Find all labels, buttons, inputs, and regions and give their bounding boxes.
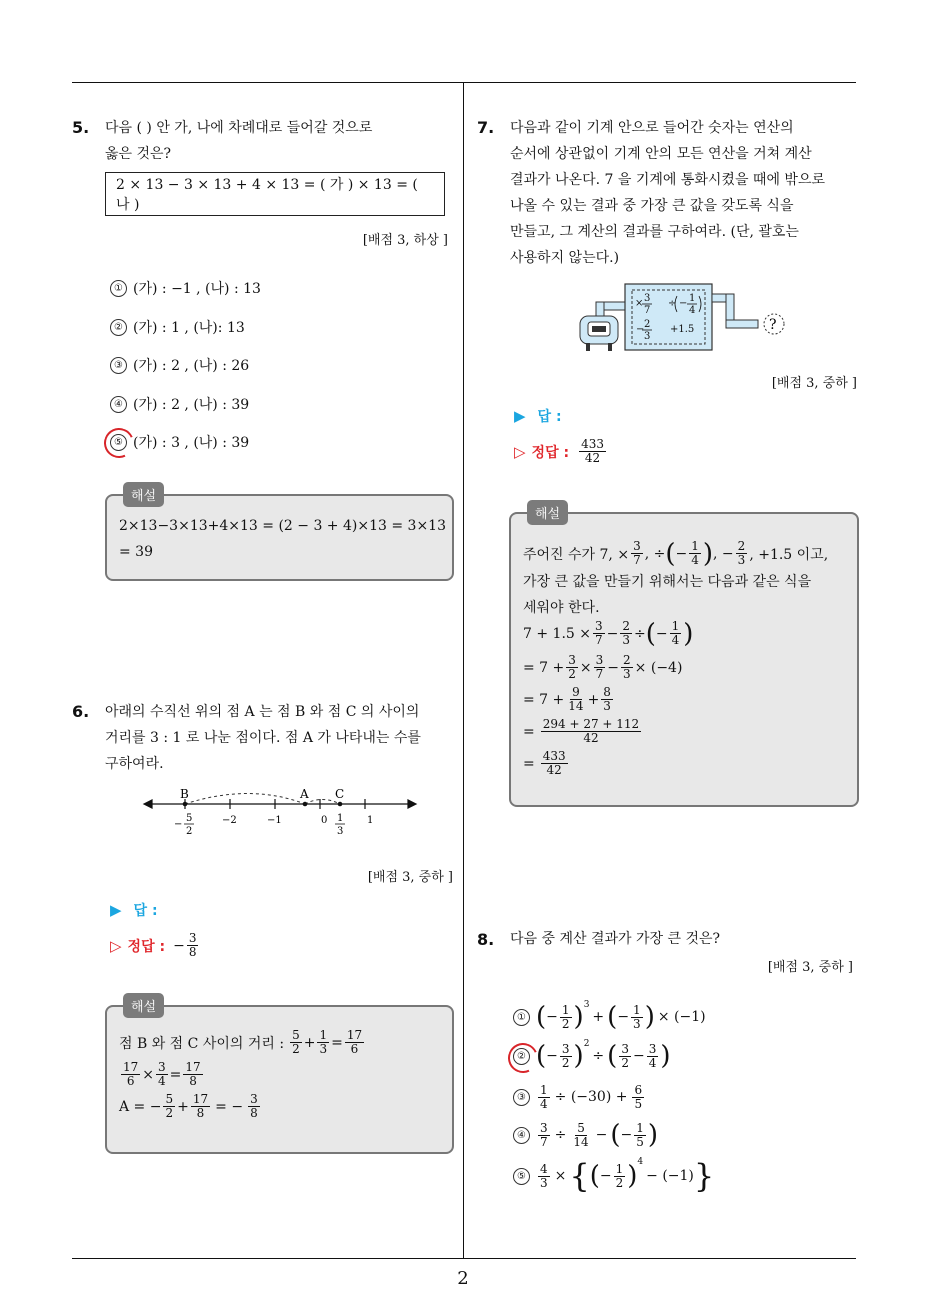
n: 8 <box>603 685 611 699</box>
frac-17-6-b <box>121 1061 140 1088</box>
times: × <box>554 1168 567 1184</box>
n: 1 <box>561 1002 570 1017</box>
m-op-div: ÷ <box>668 298 677 309</box>
point-b-dot <box>183 802 188 807</box>
frac-17-6 <box>345 1029 364 1056</box>
f37 <box>593 620 605 647</box>
n: 294 + 27 + 112 <box>542 717 640 731</box>
n: 1 <box>540 1082 548 1097</box>
machine-box <box>625 284 712 350</box>
q7-correct-row <box>514 438 608 465</box>
exp3: 3 <box>583 1000 590 1010</box>
frac-5-2-b <box>163 1093 175 1120</box>
q7-expl-line1 <box>523 540 828 567</box>
f15 <box>634 1122 646 1149</box>
q7-step5 <box>523 750 570 777</box>
po: ( <box>610 1120 621 1150</box>
toaster-icon <box>580 316 618 351</box>
m2: − <box>617 1009 630 1025</box>
d: 4 <box>540 1096 548 1111</box>
q5-option-5-text: (가) : 3 , (나) : 39 <box>133 435 250 451</box>
n: 3 <box>561 1041 570 1056</box>
d: 42 <box>546 763 562 777</box>
q6-meta: [배점 3, 중하 ] <box>367 870 453 885</box>
f514 <box>571 1122 590 1149</box>
n: 5 <box>165 1092 174 1106</box>
f12b <box>614 1163 626 1190</box>
po: ( <box>589 1161 600 1191</box>
frac-17-8-b <box>191 1093 210 1120</box>
q7-number: 7. <box>477 118 495 137</box>
f43 <box>538 1163 550 1190</box>
q8-option-5-mark: ⑤ <box>513 1168 530 1185</box>
n: 9 <box>572 685 580 699</box>
n: 3 <box>594 619 603 633</box>
s-a: 7 + 1.5 × <box>523 625 591 642</box>
n: 17 <box>346 1028 363 1042</box>
f914 <box>566 686 585 713</box>
q7-explanation-box <box>509 507 859 807</box>
brace-open: { <box>569 1157 590 1195</box>
q7-correct-d: 42 <box>584 451 601 465</box>
q6-text-line2: 거리를 3 : 1 로 나눈 점이다. 점 A 가 나타내는 수를 <box>105 730 421 746</box>
q6-text-line1: 아래의 수직선 위의 점 A 는 점 B 와 점 C 의 사이의 <box>105 704 420 720</box>
q8-option-1-mark: ① <box>513 1009 530 1026</box>
q7-answer-arrow-icon: ▶ <box>514 407 526 425</box>
n: 3 <box>568 653 576 667</box>
f12 <box>560 1004 572 1031</box>
f32b <box>619 1043 631 1070</box>
q7-correct-label: 정답 : <box>531 444 570 461</box>
point-c-dot <box>338 802 343 807</box>
minus: − <box>675 545 688 562</box>
plus: + <box>587 691 600 708</box>
tick-third-d: 3 <box>337 826 344 837</box>
d: 2 <box>165 1106 174 1120</box>
q8-option-1[interactable] <box>513 1000 706 1034</box>
po: ( <box>645 618 656 649</box>
times: × <box>142 1066 155 1083</box>
q5-text-line2: 옳은 것은? <box>105 146 172 162</box>
d: 8 <box>189 1074 197 1088</box>
d: 7 <box>595 667 604 681</box>
d: 2 <box>615 1175 624 1190</box>
q8-option-4-mark: ④ <box>513 1127 530 1144</box>
div: ÷ <box>634 625 646 642</box>
frac-3-8 <box>248 1093 260 1120</box>
label-a: A <box>300 787 309 801</box>
pc2: ) <box>644 1002 655 1032</box>
pc2: ) <box>660 1041 671 1071</box>
frac-17-8 <box>183 1061 202 1088</box>
frac-1-3 <box>317 1029 329 1056</box>
d: 14 <box>568 699 584 713</box>
q5-option-2[interactable] <box>110 314 245 340</box>
q5-expl-line1: 2×13−3×13+4×13 = (2 − 3 + 4)×13 = 3×13 <box>119 518 446 534</box>
eq: = <box>169 1066 182 1083</box>
plus: + <box>303 1034 316 1051</box>
m2: − <box>632 1048 645 1064</box>
d: 6 <box>126 1074 135 1088</box>
output-pipe <box>712 294 758 328</box>
pc: ) <box>647 1120 659 1150</box>
q6-expl-line3 <box>119 1093 262 1120</box>
po2: ( <box>607 1041 618 1071</box>
column-divider <box>463 83 464 1258</box>
q6-text-line3: 구하여라. <box>105 756 164 772</box>
q5-option-5-mark: ⑤ <box>110 434 127 451</box>
d: 3 <box>737 553 746 567</box>
tick-minus2: −2 <box>222 815 237 826</box>
d: 2 <box>621 1055 629 1070</box>
m-n1: 1 <box>689 293 696 304</box>
q8-option-3-mark: ③ <box>513 1089 530 1106</box>
q7-text-line4: 나올 수 있는 결과 중 가장 큰 값을 갖도록 식을 <box>510 198 794 214</box>
m: − <box>595 1127 608 1143</box>
q6-correct-sign: − <box>173 937 185 954</box>
pc: ) <box>627 1161 638 1191</box>
n: 5 <box>292 1028 300 1042</box>
tick-frac-d: 2 <box>186 826 193 837</box>
d: 3 <box>622 633 630 647</box>
d: 6 <box>350 1042 359 1056</box>
n: 17 <box>185 1060 201 1074</box>
tick-frac-n: 5 <box>186 813 193 824</box>
q7-machine-diagram <box>578 280 793 356</box>
pc: ) <box>573 1002 584 1032</box>
paren-close: ) <box>702 538 714 569</box>
d: 3 <box>603 699 611 713</box>
q7-step2 <box>523 654 682 681</box>
q5-option-4-mark: ④ <box>110 396 127 413</box>
d: 7 <box>540 1134 548 1149</box>
m-neg1: − <box>679 298 688 309</box>
m-d3: 3 <box>644 331 651 342</box>
exp4: 4 <box>637 1157 644 1167</box>
q6-number-line <box>140 785 425 845</box>
q7-text-line5: 만들고, 그 계산의 결과를 구하여라. (단, 괄호는 <box>510 224 799 240</box>
f65 <box>632 1084 644 1111</box>
pc: ) <box>573 1041 584 1071</box>
m: − <box>606 625 619 642</box>
d: 7 <box>633 553 641 567</box>
q5-option-3[interactable] <box>110 352 249 378</box>
m2: − <box>655 625 668 642</box>
l1a: 주어진 수가 7, × <box>523 546 630 563</box>
div: ÷ <box>554 1127 567 1143</box>
neg: = − <box>215 1098 244 1115</box>
eq7: = 7 + <box>523 659 565 676</box>
eq2: = <box>523 755 535 772</box>
d: 3 <box>623 667 631 681</box>
minus1: − (−1) <box>646 1168 694 1184</box>
label-c: C <box>335 787 345 801</box>
times: × <box>579 659 592 676</box>
paren-open: ( <box>665 538 676 569</box>
q7-text-line6: 사용하지 않는다.) <box>510 250 620 266</box>
fsum <box>541 718 641 745</box>
d: 2 <box>561 1016 570 1031</box>
m: − <box>546 1009 558 1025</box>
q5-option-1-mark: ① <box>110 280 127 297</box>
q6-answer-label: 답 : <box>133 903 158 919</box>
q5-option-3-mark: ③ <box>110 357 127 374</box>
f83 <box>601 686 613 713</box>
d: 5 <box>634 1096 643 1111</box>
n: 433 <box>542 749 566 763</box>
plus: + <box>592 1009 605 1025</box>
q7-text-line2: 순서에 상관없이 기계 안의 모든 연산을 거쳐 계산 <box>510 146 812 162</box>
n: 2 <box>622 619 630 633</box>
exp2: 2 <box>583 1039 590 1049</box>
q8-option-2-mark: ② <box>513 1048 530 1065</box>
d: 8 <box>196 1106 205 1120</box>
q7-step1 <box>523 620 693 647</box>
q8-number: 8. <box>477 930 495 949</box>
q6-expl-line2 <box>119 1061 205 1088</box>
q6-expl-l1-text: 점 B 와 점 C 사이의 거리 : <box>119 1035 285 1052</box>
q5-expl-line2: = 39 <box>119 544 153 560</box>
d: 7 <box>594 633 603 647</box>
m30: ÷ (−30) + <box>554 1089 628 1105</box>
q5-text-line1: 다음 ( ) 안 가, 나에 차례대로 들어갈 것으로 <box>105 120 373 136</box>
d: 3 <box>319 1042 328 1056</box>
m: − <box>546 1048 558 1064</box>
q7-expl-line2: 가장 큰 값을 만들기 위해서는 다음과 같은 식을 <box>523 574 812 590</box>
l1d: , +1.5 이고, <box>749 546 829 563</box>
d: 42 <box>583 731 599 745</box>
output-question-mark: ? <box>769 317 777 333</box>
q5-option-4-text: (가) : 2 , (나) : 39 <box>133 397 250 413</box>
q6-correct-arrow-icon: ▷ <box>110 936 122 955</box>
q5-option-2-text: (가) : 1 , (나): 13 <box>133 320 245 336</box>
f14 <box>670 620 682 647</box>
n: 1 <box>319 1028 328 1042</box>
q7-step4 <box>523 718 643 745</box>
m-n2: 2 <box>644 319 651 330</box>
n: 1 <box>615 1161 624 1176</box>
m-op-plus: +1.5 <box>670 324 695 335</box>
f13 <box>631 1004 643 1031</box>
d: 4 <box>158 1074 166 1088</box>
l1c: , − <box>713 545 734 562</box>
page-number: 2 <box>457 1268 469 1289</box>
point-a-dot <box>303 802 308 807</box>
q8-text: 다음 중 계산 결과가 가장 큰 것은? <box>510 931 721 947</box>
d: 2 <box>561 1055 570 1070</box>
q7-step3 <box>523 686 615 713</box>
q6-correct-row <box>110 932 200 959</box>
q5-option-1-text: (가) : −1 , (나) : 13 <box>133 281 261 297</box>
frac-3-4 <box>156 1061 168 1088</box>
n: 17 <box>192 1092 209 1106</box>
q6-correct-n: 3 <box>188 931 197 945</box>
tick-one: 1 <box>367 815 374 826</box>
div: ÷ <box>592 1048 605 1064</box>
m-d7: 7 <box>644 305 651 316</box>
q5-meta: [배점 3, 하상 ] <box>362 233 448 248</box>
q6-answer-arrow-icon: ▶ <box>110 901 122 919</box>
frac-1-4 <box>689 540 701 567</box>
fres <box>541 750 568 777</box>
pc: ) <box>683 618 694 649</box>
n: 1 <box>633 1002 641 1017</box>
n: 3 <box>540 1120 548 1135</box>
n: 2 <box>737 539 746 553</box>
n: 17 <box>123 1060 139 1074</box>
f23 <box>620 620 632 647</box>
d: 2 <box>568 667 576 681</box>
f37 <box>538 1122 550 1149</box>
m-n3: 3 <box>644 293 651 304</box>
n: 3 <box>250 1092 258 1106</box>
f34 <box>647 1043 659 1070</box>
d: 8 <box>250 1106 258 1120</box>
m4: × (−4) <box>634 659 683 676</box>
q7-correct-n: 433 <box>581 437 604 451</box>
frac-2-3 <box>736 540 748 567</box>
eq: = <box>331 1034 343 1051</box>
f37b <box>594 654 606 681</box>
q5-option-4[interactable] <box>110 391 249 417</box>
n: 2 <box>623 653 631 667</box>
q7-correct-arrow-icon: ▷ <box>514 442 526 461</box>
f23b <box>621 654 633 681</box>
q7-answer-label: 답 : <box>537 409 562 425</box>
n: 3 <box>621 1041 629 1056</box>
q7-explanation-tab: 해설 <box>527 500 568 525</box>
top-rule <box>72 82 856 83</box>
po2: ( <box>607 1002 618 1032</box>
n: 1 <box>636 1120 644 1135</box>
q8-option-3[interactable] <box>513 1080 646 1114</box>
frac-5-2 <box>290 1029 302 1056</box>
q5-option-2-mark: ② <box>110 319 127 336</box>
po: ( <box>536 1041 547 1071</box>
f32 <box>560 1043 572 1070</box>
q7-correct-frac <box>579 438 606 465</box>
a-eq: A = − <box>119 1098 162 1115</box>
n: 5 <box>577 1120 585 1135</box>
f14 <box>538 1084 550 1111</box>
eq7b: = 7 + <box>523 691 565 708</box>
tick-minus1: −1 <box>267 815 282 826</box>
q7-meta: [배점 3, 중하 ] <box>771 376 857 391</box>
q6-correct-frac <box>187 932 199 959</box>
plus: + <box>177 1098 189 1115</box>
m: − <box>599 1168 612 1184</box>
bottom-rule <box>72 1258 856 1259</box>
number-line-arc <box>185 794 305 805</box>
d: 4 <box>648 1055 657 1070</box>
q5-explanation-tab: 해설 <box>123 482 164 507</box>
n: 3 <box>633 539 641 553</box>
n: 3 <box>595 653 604 667</box>
q7-text-line1: 다음과 같이 기계 안으로 들어간 숫자는 연산의 <box>510 120 794 136</box>
tick-zero: 0 <box>321 815 328 826</box>
d: 5 <box>636 1134 644 1149</box>
m-op-minus: − <box>636 324 645 335</box>
q8-option-5[interactable] <box>513 1157 714 1195</box>
q5-option-1[interactable] <box>110 275 261 301</box>
eq: = <box>523 723 535 740</box>
q8-meta: [배점 3, 중하 ] <box>767 960 853 975</box>
label-b: B <box>180 787 189 801</box>
m: − <box>607 659 620 676</box>
m-d4: 4 <box>689 305 696 316</box>
n: 1 <box>671 619 680 633</box>
d: 4 <box>691 553 699 567</box>
q6-explanation-tab: 해설 <box>123 993 164 1018</box>
q5-option-3-text: (가) : 2 , (나) : 26 <box>133 358 250 374</box>
q6-explanation-box <box>105 1000 454 1154</box>
n: 1 <box>691 539 699 553</box>
q6-correct-label: 정답 : <box>127 938 166 955</box>
q8-option-4[interactable] <box>513 1118 658 1152</box>
q7-answer-row <box>514 406 562 426</box>
n: 3 <box>158 1060 166 1074</box>
n: 3 <box>648 1041 657 1056</box>
tick-minus-sign: − <box>174 819 183 830</box>
q7-expl-line3: 세워야 한다. <box>523 600 600 616</box>
d: 3 <box>540 1175 548 1190</box>
q5-number: 5. <box>72 118 90 137</box>
d: 14 <box>573 1134 589 1149</box>
n: 4 <box>540 1161 548 1176</box>
n: 6 <box>634 1082 643 1097</box>
tick-third-n: 1 <box>337 813 344 824</box>
q6-expl-line1 <box>119 1029 366 1056</box>
q6-answer-row <box>110 900 158 920</box>
f32 <box>566 654 578 681</box>
q6-correct-d: 8 <box>188 945 197 959</box>
m2: − <box>620 1127 633 1143</box>
q5-explanation-box <box>105 489 454 581</box>
q5-equation-box: 2 × 13 − 3 × 13 + 4 × 13 = ( 가 ) × 13 = ( 나 ) <box>105 172 445 216</box>
brace-close: } <box>693 1157 715 1195</box>
d: 4 <box>671 633 680 647</box>
d: 2 <box>292 1042 300 1056</box>
d: 3 <box>633 1016 641 1031</box>
q6-number: 6. <box>72 702 90 721</box>
frac-3-7 <box>631 540 643 567</box>
m-op-times: × <box>635 298 644 309</box>
neg1: × (−1) <box>657 1009 706 1025</box>
q7-text-line3: 결과가 나온다. 7 을 기계에 통화시켰을 때에 밖으로 <box>510 172 825 188</box>
po: ( <box>536 1002 547 1032</box>
l1b: , ÷ <box>644 545 666 562</box>
